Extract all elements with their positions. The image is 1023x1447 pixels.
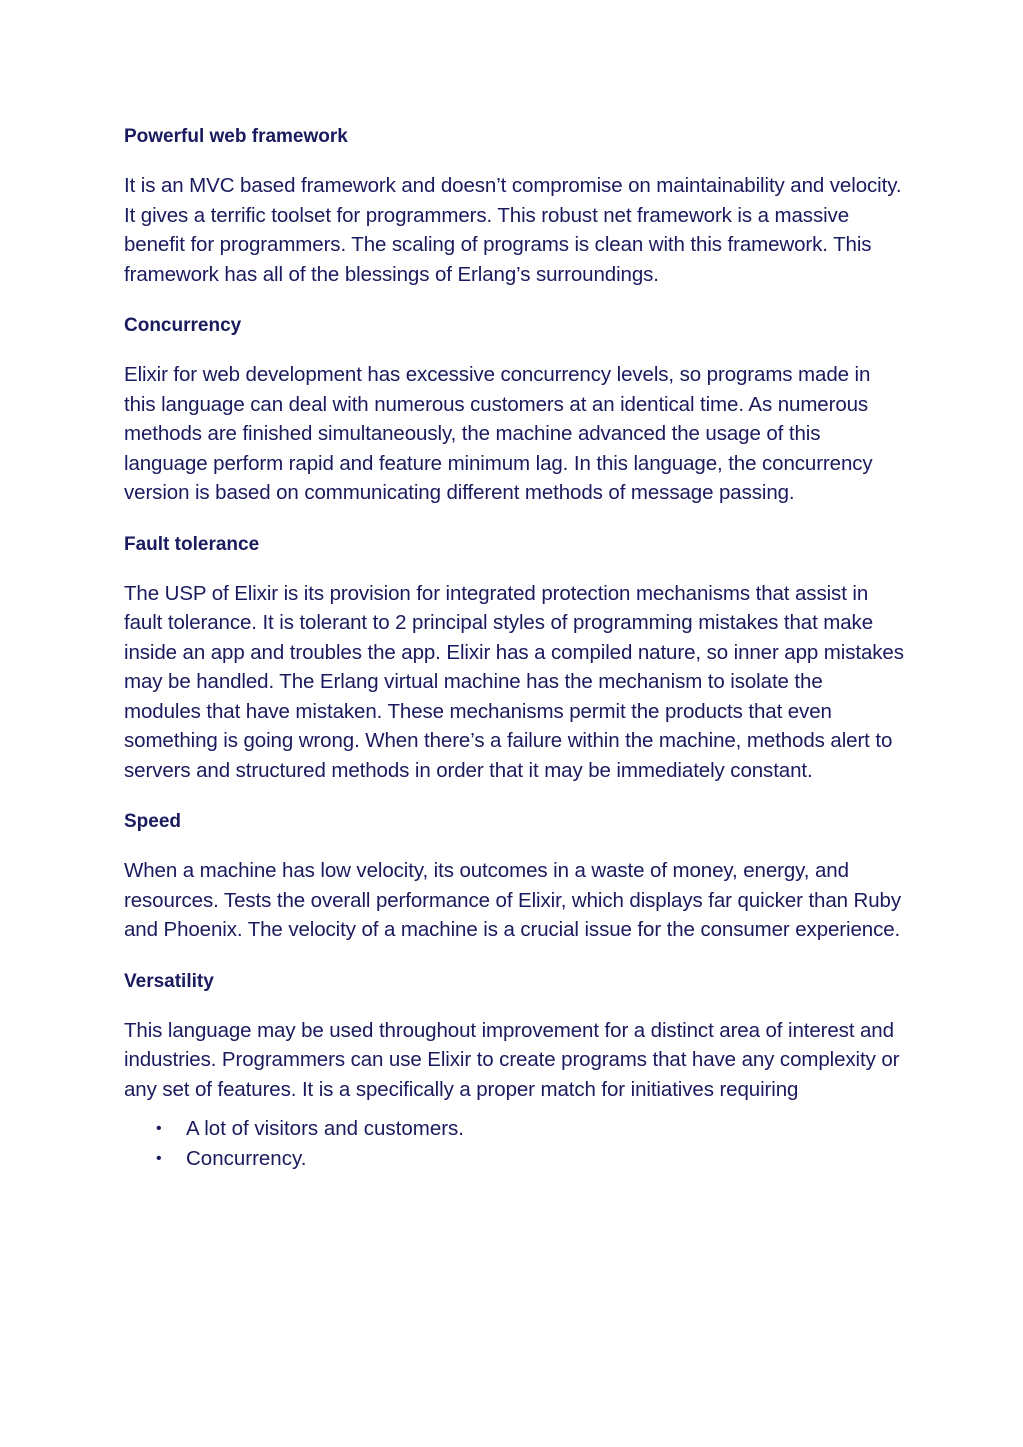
section-heading: Concurrency bbox=[124, 315, 242, 336]
section-concurrency bbox=[124, 311, 904, 508]
list-item bbox=[124, 1144, 904, 1174]
section-versatility bbox=[124, 967, 904, 1105]
document-page bbox=[124, 122, 904, 1173]
bullet-list bbox=[124, 1114, 904, 1173]
section-paragraph: When a machine has low velocity, its outcomes in a waste of money, energy, and resources. Tests the overall performance of Elixir, which displays far quicker than Ruby and Phoenix. The velocity of a machine is a crucial issue for the consumer experience. bbox=[124, 859, 902, 941]
list-item bbox=[124, 1114, 904, 1144]
bullet-icon: • bbox=[156, 1149, 162, 1167]
section-heading: Powerful web framework bbox=[124, 126, 348, 147]
section-paragraph: This language may be used throughout improvement for a distinct area of interest and industries. Programmers can use Elixir to create programs that have any complexity or any set of features. It is a specifically a proper match for initiatives requiring bbox=[124, 1018, 900, 1101]
section-paragraph: It is an MVC based framework and doesn’t compromise on maintainability and velocity. It gives a terrific toolset for programmers. This robust net framework is a massive benefit for programmers. The scaling of programs is clean with this framework. This framework has all of the blessings of Erlang’s surroundings. bbox=[124, 174, 902, 286]
section-speed bbox=[124, 807, 904, 945]
section-heading: Speed bbox=[124, 811, 182, 832]
section-fault-tolerance bbox=[124, 530, 904, 786]
list-item-text: Concurrency. bbox=[186, 1146, 307, 1170]
section-heading: Versatility bbox=[124, 970, 214, 992]
bullet-icon: • bbox=[156, 1120, 162, 1137]
section-heading: Fault tolerance bbox=[124, 533, 260, 555]
section-paragraph: The USP of Elixir is its provision for integrated protection mechanisms that assist in fault tolerance. It is tolerant to 2 principal styles of programming mistakes that make inside an app and troubles the app. Elixir has a compiled nature, so inner app mistakes may be handled. The Erlang virtual machine has the mechanism to isolate the modules that have mistaken. These mechanisms permit the products that even something is going wrong. When there’s a failure within the machine, methods alert to servers and structured methods in order that it may be immediately constant. bbox=[124, 581, 904, 782]
section-paragraph: Elixir for web development has excessive concurrency levels, so programs made in this language can deal with numerous customers at an identical time. As numerous methods are finished simultaneously, the machine advanced the usage of this language perform rapid and feature minimum lag. In this language, the concurrency version is based on communicating different methods of message passing. bbox=[124, 363, 873, 504]
section-powerful-web-framework bbox=[124, 122, 904, 289]
list-item-text: A lot of visitors and customers. bbox=[186, 1117, 465, 1140]
